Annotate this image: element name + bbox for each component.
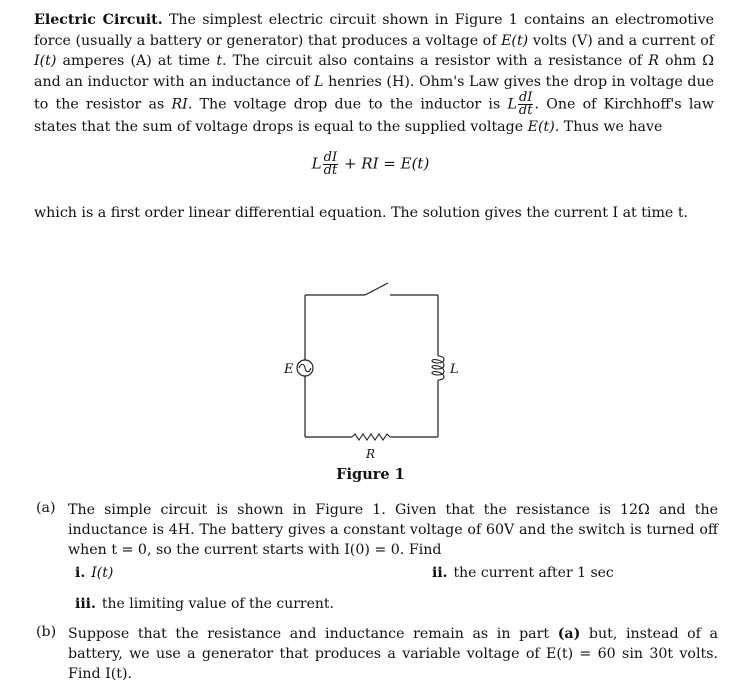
differential-equation xyxy=(0,152,741,177)
fraction-denominator: dt xyxy=(518,103,533,118)
intro-text-4: . The circuit also contains a resistor with a resistance of xyxy=(222,53,649,69)
part-a-i-text: I(t) xyxy=(91,565,114,581)
intro-text-5: ohm Ω and an inductor with an inductance of xyxy=(34,53,714,90)
var-L2: L xyxy=(507,96,517,113)
eq-denominator: dt xyxy=(323,163,338,178)
fraction-numerator: dI xyxy=(518,90,533,105)
part-a-i-label: i. xyxy=(75,565,86,581)
circuit-diagram xyxy=(270,270,470,460)
part-a-i xyxy=(75,565,113,581)
part-a-text: The simple circuit is shown in Figure 1. Given that the resistance is 12Ω and the inductance is 4H. The battery gives a constant voltage of 60V and the switch is turned off when t = 0, so the current starts with I(0) = 0. Find xyxy=(68,502,718,558)
resistor-icon xyxy=(352,434,390,440)
part-b-ref: (a) xyxy=(557,626,581,642)
eq-numerator: dI xyxy=(323,150,338,165)
part-a-ii-text: the current after 1 sec xyxy=(453,565,614,581)
part-a-label: (a) xyxy=(36,500,56,516)
label-R: R xyxy=(366,447,376,460)
eq-fraction xyxy=(323,152,339,177)
var-t: t xyxy=(216,53,223,69)
part-a-iii xyxy=(75,596,334,612)
inline-fraction xyxy=(518,92,534,117)
eq-rest: + RI = E(t) xyxy=(343,154,430,173)
part-b-text-1: Suppose that the resistance and inductance remain as in part xyxy=(68,626,558,642)
intro-text-9: . Thus we have xyxy=(554,119,663,135)
after-equation-text: which is a first order linear differential equation. The solution gives the current I at time t. xyxy=(34,205,689,221)
part-a-iii-label: iii. xyxy=(75,596,96,612)
part-a-ii-label: ii. xyxy=(432,565,448,581)
var-L: L xyxy=(314,73,324,90)
var-Et2: E(t) xyxy=(527,119,555,135)
part-a-iii-text: the limiting value of the current. xyxy=(101,596,335,612)
intro-paragraph xyxy=(34,10,714,138)
part-b-text-2: but, instead of a battery, we use a generator that produces a variable voltage of E(t) = 60 sin 30t volts. Find I(t). xyxy=(68,626,718,682)
eq-L: L xyxy=(311,154,322,173)
switch-icon xyxy=(365,283,388,295)
var-It: I(t) xyxy=(34,53,57,69)
label-E: E xyxy=(284,362,294,377)
var-Et: E(t) xyxy=(501,32,529,49)
intro-text-7: . The voltage drop due to the inductor is xyxy=(187,96,508,113)
intro-text-1: The simplest electric circuit shown in Figure 1 contains an electromotive force (usually a battery or generator) that produces a voltage of xyxy=(34,12,715,49)
part-b-label: (b) xyxy=(36,624,57,640)
intro-text-3: amperes (A) at time xyxy=(56,53,217,69)
var-R: R xyxy=(648,53,659,69)
figure-caption: Figure 1 xyxy=(336,466,405,483)
intro-text-8: . One of Kirchhoff's law states that the sum of voltage drops is equal to the supplied voltage xyxy=(34,96,714,135)
part-b-text xyxy=(68,624,718,684)
part-a-ii xyxy=(432,565,614,581)
var-RI: RI xyxy=(171,96,188,113)
label-L: L xyxy=(450,362,459,377)
section-title: Electric Circuit. xyxy=(34,12,163,28)
intro-text-2: volts (V) and a current of xyxy=(528,32,714,49)
intro-text-6: henries (H). Ohm's Law gives the drop in voltage due to the resistor as xyxy=(34,73,714,113)
